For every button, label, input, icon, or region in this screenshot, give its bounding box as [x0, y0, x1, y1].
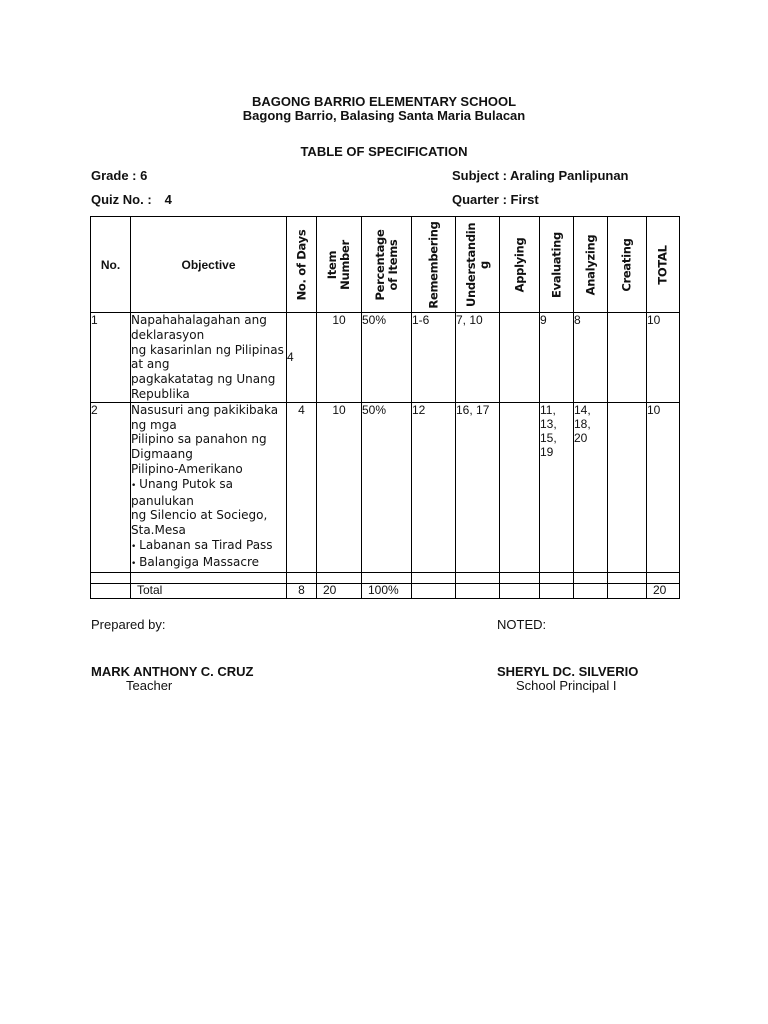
objective-line: deklarasyon: [131, 327, 205, 342]
specification-table: [90, 216, 680, 599]
row-2-total: 10: [647, 402, 680, 572]
header-item-number: [317, 217, 362, 313]
teacher-role: Teacher: [126, 678, 173, 693]
bullet-continuation: ng Silencio at Sociego,: [131, 508, 268, 523]
header-applying-label: Applying: [512, 237, 526, 292]
header-analyzing-label: Analyzing: [583, 234, 597, 295]
total-percentage: 100%: [362, 583, 412, 598]
total-days: 8: [287, 583, 317, 598]
teacher-name: MARK ANTHONY C. CRUZ: [91, 664, 254, 679]
header-no: No.: [91, 217, 131, 313]
header-remembering-label: Remembering: [426, 220, 440, 309]
row-2-remembering: 12: [412, 402, 456, 572]
header-percentage-label: Percentage of Items: [372, 229, 400, 300]
objective-line: Pilipino sa panahon ng: [131, 432, 267, 447]
bullet-continuation: Sta.Mesa: [131, 523, 186, 538]
total-label: Total: [131, 583, 287, 598]
subject-value: Araling Panlipunan: [510, 168, 629, 183]
bullet-item: • Labanan sa Tirad Pass: [131, 538, 286, 555]
header-understanding-label: Understandin g: [463, 222, 491, 307]
objective-line: Republika: [131, 386, 190, 401]
row-2-applying: [500, 402, 540, 572]
bullet-item: • Unang Putok sa: [131, 477, 286, 494]
row-1-creating: [608, 313, 647, 403]
quarter-value: First: [510, 192, 539, 207]
header-percentage: [362, 217, 412, 313]
row-2-evaluating: 11, 13, 15, 19: [540, 402, 574, 572]
row-1-objective: [131, 313, 287, 403]
row-1-no: 1: [91, 313, 131, 403]
header-creating: [608, 217, 647, 313]
principal-name: SHERYL DC. SILVERIO: [497, 664, 639, 679]
quarter-label: Quarter :: [452, 192, 507, 207]
row-1-applying: [500, 313, 540, 403]
header-total: [647, 217, 680, 313]
quiz-field: [91, 192, 172, 207]
header-applying: [500, 217, 540, 313]
grade-value: 6: [140, 168, 148, 183]
quiz-value: 4: [164, 192, 172, 207]
objective-line: ng kasarinlan ng Pilipinas: [131, 342, 284, 357]
row-2-no: 2: [91, 402, 131, 572]
header-item-number-label: Item Number: [325, 239, 352, 290]
row-2-understanding: 16, 17: [456, 402, 500, 572]
objective-line: ng mga: [131, 417, 177, 432]
total-row: [91, 583, 680, 598]
table-row: [91, 313, 680, 403]
table-header-row: [91, 217, 680, 313]
subject-label: Subject :: [452, 168, 507, 183]
table-row: [91, 402, 680, 572]
row-1-understanding: 7, 10: [456, 313, 500, 403]
row-2-analyzing: 14, 18, 20: [574, 402, 608, 572]
header-days-label: No. of Days: [294, 229, 308, 300]
bullet-continuation: panulukan: [131, 493, 194, 508]
header-understanding: [456, 217, 500, 313]
prepared-by-label: Prepared by:: [91, 617, 166, 632]
principal-role: School Principal I: [516, 678, 617, 693]
bullet-item: • Balangiga Massacre: [131, 555, 286, 572]
row-1-analyzing: 8: [574, 313, 608, 403]
header-days: [287, 217, 317, 313]
objective-line: Pilipino-Amerikano: [131, 461, 243, 476]
subject-field: [452, 168, 629, 183]
objective-line: Nasusuri ang pakikibaka: [131, 402, 279, 417]
header-objective: Objective: [131, 217, 287, 313]
row-1-days: 4: [287, 313, 317, 403]
objective-line: at ang: [131, 357, 170, 372]
row-1-percentage: 50%: [362, 313, 412, 403]
quarter-field: [452, 192, 539, 207]
total-total: 20: [647, 583, 680, 598]
header-evaluating: [540, 217, 574, 313]
objective-line: Digmaang: [131, 447, 193, 462]
row-2-percentage: 50%: [362, 402, 412, 572]
row-1-remembering: 1-6: [412, 313, 456, 403]
row-1-evaluating: 9: [540, 313, 574, 403]
row-1-item-number: 10: [317, 313, 362, 403]
school-name: BAGONG BARRIO ELEMENTARY SCHOOL: [251, 94, 517, 109]
objective-line: Napahahalagahan ang: [131, 313, 267, 327]
row-2-objective: [131, 402, 287, 572]
header-remembering: [412, 217, 456, 313]
total-item-number: 20: [317, 583, 362, 598]
row-1-total: 10: [647, 313, 680, 403]
header-creating-label: Creating: [619, 237, 634, 292]
noted-label: NOTED:: [497, 617, 547, 632]
empty-row: [91, 572, 680, 583]
document-title: TABLE OF SPECIFICATION: [300, 144, 468, 159]
header-analyzing: [574, 217, 608, 313]
grade-field: [91, 168, 147, 183]
header-evaluating-label: Evaluating: [549, 231, 563, 298]
header-total-label: TOTAL: [655, 244, 670, 285]
quiz-label: Quiz No. :: [91, 192, 152, 207]
objective-line: pagkakatatag ng Unang: [131, 372, 276, 387]
grade-label: Grade :: [91, 168, 137, 183]
row-2-days: 4: [287, 402, 317, 572]
row-2-creating: [608, 402, 647, 572]
row-2-item-number: 10: [317, 402, 362, 572]
school-address: Bagong Barrio, Balasing Santa Maria Bulacan: [242, 108, 526, 123]
